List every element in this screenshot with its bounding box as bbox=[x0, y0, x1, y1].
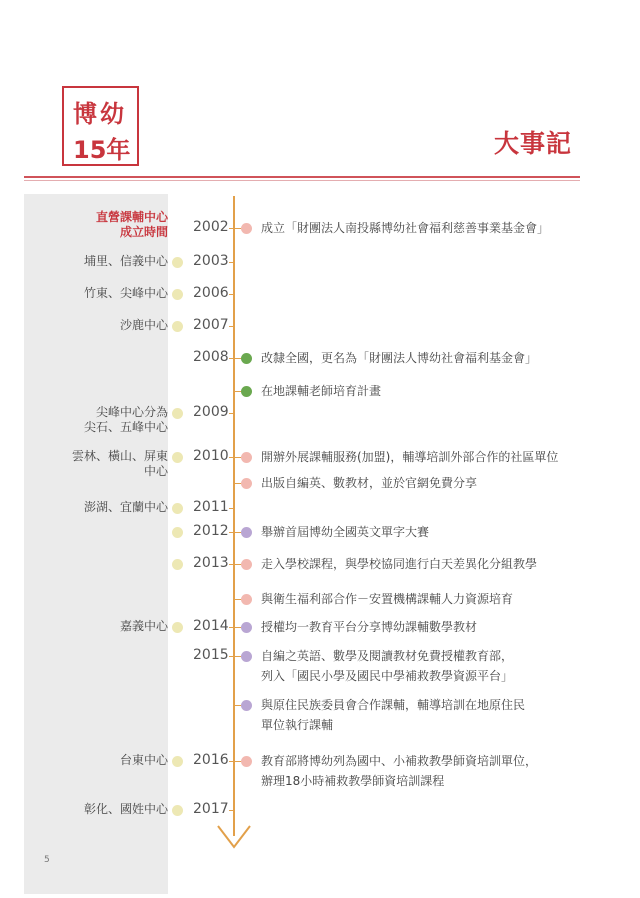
event-text-line: 與衛生福利部合作－安置機構課輔人力資源培育 bbox=[261, 592, 514, 606]
timeline-arrow-icon bbox=[216, 823, 254, 851]
center-label-line: 彰化、國姓中心 bbox=[83, 802, 168, 816]
center-label-line: 台東中心 bbox=[119, 753, 168, 767]
center-dot bbox=[172, 559, 183, 570]
year-tick bbox=[229, 810, 235, 811]
event-text bbox=[261, 522, 429, 542]
year-tick bbox=[229, 413, 235, 414]
year-label: 2010 bbox=[193, 448, 229, 464]
center-label-line: 中心 bbox=[143, 464, 168, 478]
header-divider bbox=[24, 176, 580, 178]
event-text bbox=[261, 646, 513, 686]
badge-line-1: 博幼 bbox=[73, 100, 127, 128]
event-text-line: 舉辦首屆博幼全國英文單字大賽 bbox=[261, 525, 430, 539]
center-label-line: 尖石、五峰中心 bbox=[83, 420, 168, 434]
event-text-line: 辦理18小時補救教學師資培訓課程 bbox=[261, 774, 445, 788]
center-dot bbox=[172, 408, 183, 419]
event-text bbox=[261, 348, 537, 368]
event-text-line: 與原住民族委員會合作課輔，輔導培訓在地原住民 bbox=[261, 698, 526, 712]
center-dot bbox=[172, 805, 183, 816]
center-dot bbox=[172, 452, 183, 463]
year-tick bbox=[229, 262, 235, 263]
event-dot bbox=[241, 622, 252, 633]
timeline-axis bbox=[233, 196, 235, 836]
event-dot bbox=[241, 527, 252, 538]
event-dot bbox=[241, 386, 252, 397]
event-text bbox=[261, 473, 477, 493]
year-label: 2002 bbox=[193, 219, 229, 235]
event-dot bbox=[241, 452, 252, 463]
center-label-line: 成立時間 bbox=[119, 225, 168, 239]
event-dot bbox=[241, 756, 252, 767]
center-label-line: 沙鹿中心 bbox=[119, 318, 168, 332]
event-dot bbox=[241, 594, 252, 605]
year-label: 2013 bbox=[193, 555, 229, 571]
year-tick bbox=[229, 294, 235, 295]
center-label bbox=[120, 619, 168, 634]
event-text-line: 單位執行課輔 bbox=[261, 718, 334, 732]
center-label-line: 雲林、橫山、屏東 bbox=[71, 449, 168, 463]
center-dot bbox=[172, 622, 183, 633]
center-label bbox=[120, 753, 168, 768]
center-label-line: 埔里、信義中心 bbox=[83, 254, 168, 268]
event-dot bbox=[241, 700, 252, 711]
year-label: 2014 bbox=[193, 618, 229, 634]
center-label-line: 嘉義中心 bbox=[119, 619, 168, 633]
event-text-line: 列入「國民小學及國民中學補救教學資源平台」 bbox=[261, 669, 514, 683]
center-label-line: 竹東、尖峰中心 bbox=[83, 286, 168, 300]
event-text bbox=[261, 617, 477, 637]
year-label: 2016 bbox=[193, 752, 229, 768]
event-text bbox=[261, 695, 525, 735]
center-dot bbox=[172, 257, 183, 268]
year-label: 2015 bbox=[193, 647, 229, 663]
year-label: 2009 bbox=[193, 404, 229, 420]
center-label bbox=[96, 210, 168, 240]
page-title: 大事記 bbox=[493, 129, 572, 158]
center-dot bbox=[172, 289, 183, 300]
center-label bbox=[84, 254, 168, 269]
center-label bbox=[84, 802, 168, 817]
center-label-line: 澎湖、宜蘭中心 bbox=[83, 500, 168, 514]
event-text bbox=[261, 447, 558, 467]
event-text-line: 開辦外展課輔服務(加盟)，輔導培訓外部合作的社區單位 bbox=[261, 450, 559, 464]
center-dot bbox=[172, 321, 183, 332]
event-text-line: 在地課輔老師培育計畫 bbox=[261, 384, 382, 398]
year-label: 2012 bbox=[193, 523, 229, 539]
event-text-line: 成立「財團法人南投縣博幼社會福利慈善事業基金會」 bbox=[261, 221, 550, 235]
center-label-line: 直營課輔中心 bbox=[95, 210, 168, 224]
year-label: 2003 bbox=[193, 253, 229, 269]
page-number: 5 bbox=[44, 855, 50, 865]
event-dot bbox=[241, 651, 252, 662]
year-label: 2017 bbox=[193, 801, 229, 817]
year-label: 2006 bbox=[193, 285, 229, 301]
center-label bbox=[120, 318, 168, 333]
center-dot bbox=[172, 503, 183, 514]
event-text bbox=[261, 589, 513, 609]
center-label bbox=[84, 286, 168, 301]
year-tick bbox=[229, 326, 235, 327]
event-dot bbox=[241, 559, 252, 570]
center-label bbox=[72, 449, 168, 479]
center-label-line: 尖峰中心分為 bbox=[95, 405, 168, 419]
year-tick bbox=[229, 508, 235, 509]
event-text bbox=[261, 381, 381, 401]
center-label bbox=[84, 500, 168, 515]
event-dot bbox=[241, 223, 252, 234]
event-text-line: 走入學校課程，與學校協同進行白天差異化分組教學 bbox=[261, 557, 538, 571]
center-dot bbox=[172, 527, 183, 538]
header-divider-thin bbox=[24, 180, 580, 181]
center-label bbox=[84, 405, 168, 435]
year-label: 2007 bbox=[193, 317, 229, 333]
year-label: 2011 bbox=[193, 499, 229, 515]
event-text-line: 教育部將博幼列為國中、小補救教學師資培訓單位， bbox=[261, 754, 538, 768]
event-text-line: 自編之英語、數學及閱讀教材免費授權教育部， bbox=[261, 649, 514, 663]
center-dot bbox=[172, 756, 183, 767]
event-dot bbox=[241, 353, 252, 364]
event-text-line: 出版自編英、數教材，並於官網免費分享 bbox=[261, 476, 478, 490]
year-label: 2008 bbox=[193, 349, 229, 365]
anniversary-badge bbox=[62, 86, 139, 166]
event-text-line: 授權均一教育平台分享博幼課輔數學教材 bbox=[261, 620, 478, 634]
event-text bbox=[261, 218, 549, 238]
event-text-line: 改隸全國，更名為「財團法人博幼社會福利基金會」 bbox=[261, 351, 538, 365]
event-text bbox=[261, 751, 537, 791]
event-text bbox=[261, 554, 537, 574]
badge-line-2: 15年 bbox=[73, 136, 131, 164]
event-dot bbox=[241, 478, 252, 489]
